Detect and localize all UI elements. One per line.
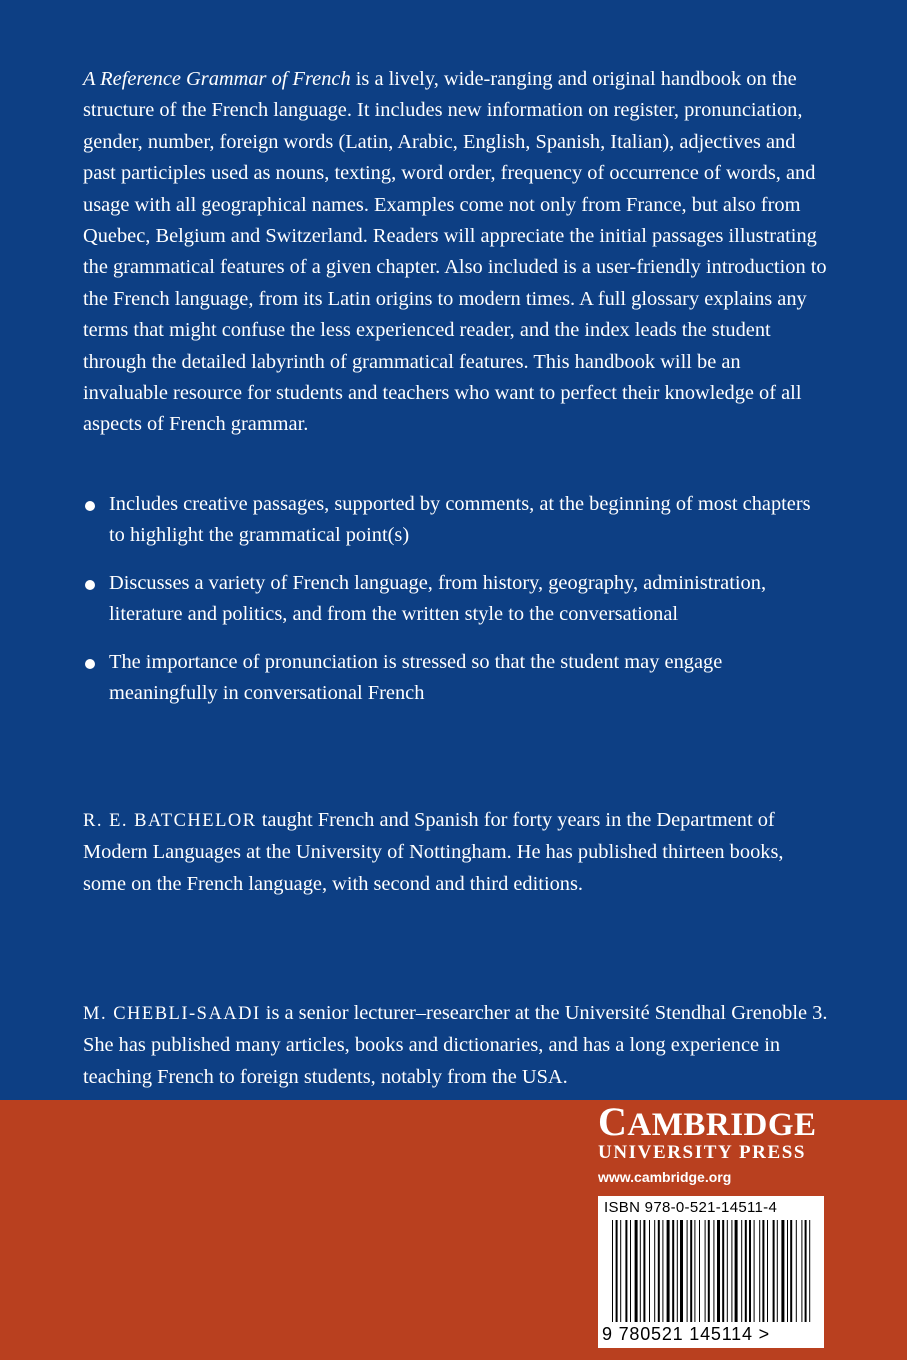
- publisher-subtitle: UNIVERSITY PRESS: [598, 1142, 807, 1163]
- bullet-icon: [85, 580, 95, 590]
- feature-list: [83, 489, 828, 725]
- author-name: R. E. BATCHELOR: [83, 811, 257, 831]
- publisher-logo: [598, 1099, 828, 1187]
- publisher-url: www.cambridge.org: [598, 1169, 732, 1185]
- barcode-digits: 9 780521 145114 >: [602, 1324, 770, 1344]
- author-bio-batchelor: [83, 805, 828, 900]
- list-item: [83, 568, 828, 631]
- barcode-panel: [598, 1196, 824, 1348]
- book-title: A Reference Grammar of French: [83, 68, 351, 90]
- author-name: M. CHEBLI-SAADI: [83, 1004, 261, 1024]
- author-bio-text: is a senior lecturer–researcher at the Université Stendhal Grenoble 3. She has published many articles, books and dictionaries, and has a long experience in teaching French to foreign students, notably from the USA.: [83, 1002, 828, 1088]
- author-bio-text: taught French and Spanish for forty years in the Department of Modern Languages at the University of Nottingham. He has published thirteen books, some on the French language, with second and third editions.: [83, 809, 784, 895]
- barcode-icon: [598, 1220, 824, 1324]
- list-item-text: Discusses a variety of French language, from history, geography, administration, literature and politics, and from the written style to the conversational: [109, 571, 767, 626]
- bullet-icon: [85, 501, 95, 511]
- bullet-icon: [85, 659, 95, 669]
- list-item: [83, 647, 828, 710]
- publisher-name: CAMBRIDGE: [598, 1099, 817, 1144]
- isbn-label: ISBN 978-0-521-14511-4: [604, 1199, 778, 1216]
- list-item-text: Includes creative passages, supported by comments, at the beginning of most chapters to highlight the grammatical point(s): [109, 493, 811, 547]
- list-item: [83, 489, 828, 552]
- author-bio-chebli-saadi: [83, 998, 828, 1093]
- description-body: is a lively, wide-ranging and original handbook on the structure of the French language. It includes new information on register, pronunciation, gender, number, foreign words (Latin, Arabic, English, Spanish, Italian), adjectives and past participles used as nouns, texting, word order, frequency of occurrence of words, and usage with all geographical names. Examples come not only from France, but also from Quebec, Belgium and Switzerland. Readers will appreciate the initial passages illustrating the grammatical features of a given chapter. Also included is a user-friendly introduction to the French language, from its Latin origins to modern times. A full glossary explains any terms that might confuse the less experienced reader, and the index leads the student through the detailed labyrinth of grammatical features. This handbook will be an invaluable resource for students and teachers who want to perfect their knowledge of all aspects of French grammar.: [83, 68, 827, 436]
- list-item-text: The importance of pronunciation is stressed so that the student may engage meaningfully in conversational French: [109, 650, 723, 705]
- book-description: [83, 64, 828, 441]
